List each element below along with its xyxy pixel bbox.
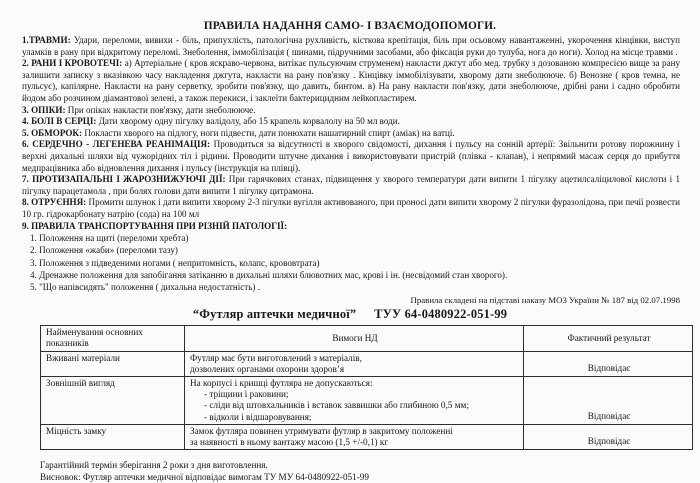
column-header-result: Фактичний результат — [524, 326, 693, 351]
list-item: 4. Дренажне положення для запобігання затіканню в дихальні шляхи блювотних мас, крові і ін. (несвідомий стан хворого). — [30, 269, 508, 280]
section-text: Удари, переломи, вивихи - біль, припухлість, патологічна рухливість, кісткова крепітація, біль при осьовому навантаженні, укорочення кінцівки, виступ уламків в рану при відкритому переломі. Знеболення, іммобілізація ( шинами, підручними засобами, або фіксація руки до тулуба, нога до ноги). Холод на місце травми . — [22, 35, 680, 57]
product-heading — [8, 307, 692, 322]
section-burns — [8, 105, 692, 117]
table-row — [41, 376, 693, 424]
spec-table-body — [41, 351, 693, 450]
column-header-name — [41, 326, 185, 351]
section-text: а) Артеріальне ( кров яскраво-червона, витікає пульсуючим струменем) накласти джгут або мед. трубку з дозованою компресією вище за рану залишити записку з вказівкою часу накладення джгута, накласти на рану пов'язку . Кінцівку іммобілізувати, хворому дати знеболююче. б) Венозне ( кров темна, не пульсує), капілярне. Накласти на рану серветку, зробити пов'язку, що давить, бинтом. в) На рану накласти пов'язку, дати знеболююче, дрібні рани і садно обробити йодом або розчином діамантової зелені, а також перекиси, і заклеїти бактерицидним лейкопластирем. — [22, 58, 680, 103]
table-header-row — [41, 326, 693, 351]
spec-table-head — [41, 326, 693, 351]
product-tu-code: ТУУ 64-0480922-051-99 — [374, 307, 508, 322]
section-lead: 8. ОТРУЄННЯ: — [22, 197, 87, 208]
column-header-requirements: Вимоги НД — [185, 326, 524, 351]
requirement-line: На корпусі і кришці футляра не допускаються: — [190, 377, 373, 388]
requirement-line: Футляр має бути виготовлений з матеріалів, — [190, 352, 362, 363]
product-name: “Футляр аптечки медичної” — [192, 307, 357, 322]
section-lead: 4. БОЛІ В СЕРЦІ: — [22, 116, 97, 127]
requirement-line: за наявності в ньому вантажу масою (1,5 +/-0,1) кг — [190, 436, 389, 447]
cell-actual-result: Відповідає — [524, 424, 693, 449]
table-row — [41, 351, 693, 376]
cell-requirements — [185, 424, 524, 449]
section-lead: 6. СЕРДЕЧНО - ЛЕГЕНЕВА РЕАНІМАЦІЯ: — [22, 139, 211, 150]
column-header-name-line1: Найменування основних — [46, 327, 143, 338]
section-poisoning — [8, 197, 692, 220]
order-reference-note: Правила складені на підставі наказу МОЗ України № 187 від 02.07.1998 — [410, 295, 680, 306]
requirement-line: Замок футляра повинен утримувати футляр в закритому положенні — [190, 425, 453, 436]
requirement-line: - відколи і відшаровування; — [204, 411, 312, 422]
cell-requirements — [185, 351, 524, 376]
list-item: 3. Положення з підведеними ногами ( непритомність, колапс, крововтрата) — [30, 257, 320, 268]
section-text: При опіках накласти пов'язку, дати знеболююче. — [65, 104, 256, 115]
cell-indicator-name: Зовнішній вигляд — [41, 376, 185, 424]
section-lead: 3. ОПІКИ: — [22, 104, 66, 115]
list-item: 5. "Що напівсидять" положення ( дихальна недостатність) . — [30, 281, 260, 292]
section-lead: 7. ПРОТИЗАПАЛЬНІ І ЖАРОЗНИЖУЮЧІ ДІЇ: — [22, 174, 226, 185]
cell-indicator-name: Вживані матеріали — [41, 351, 185, 376]
requirement-line: дозволених органами охорони здоров’я — [190, 363, 345, 374]
cell-indicator-name: Міцність замку — [41, 424, 185, 449]
section-text: При гарячкових станах, підвищення у хворого температури дати випити 1 пігулку ацетилсаліцилової кислоти і 1 пігулку парацетамола , при болях голови дати випити 1 пігулку цитрамона. — [22, 174, 680, 196]
table-row — [41, 424, 693, 449]
section-fainting — [8, 128, 692, 140]
requirement-line: - сліди від штовхальників і вставок заввишки або глибиною 0,5 мм; — [204, 400, 469, 411]
warranty-text: Гарантійний термін зберігання 2 роки з дня виготовлення. — [40, 460, 268, 471]
requirement-lines — [190, 378, 520, 423]
section-transport-heading — [8, 221, 692, 233]
section-heart-pain — [8, 116, 692, 128]
column-header-name-line2: показників — [46, 338, 89, 349]
transport-item-list — [8, 232, 692, 293]
section-cpr — [8, 139, 692, 174]
cell-requirements — [185, 376, 524, 424]
footer — [8, 450, 692, 483]
transport-heading: 9. ПРАВИЛА ТРАНСПОРТУВАННЯ ПРИ РІЗНІЙ ПАТОЛОГІЇ: — [22, 220, 288, 231]
list-item: 1. Положення на щиті (переломи хребта) — [30, 233, 189, 244]
conclusion-text: Висновок: Футляр аптечки медичної відповідає вимогам ТУ МУ 64-0480922-051-99 — [40, 471, 369, 482]
spec-table-container — [8, 325, 692, 450]
requirement-line: - тріщини і раковини; — [204, 389, 289, 400]
section-lead: 1.ТРАВМИ: — [22, 35, 71, 45]
section-antipyretic — [8, 174, 692, 197]
spec-table — [40, 325, 693, 450]
page-title: ПРАВИЛА НАДАННЯ САМО- І ВЗАЄМОДОПОМОГИ. — [203, 20, 497, 32]
section-wounds-bleeding — [8, 58, 692, 104]
section-text: Дати хворому одну пігулку валідолу, або 15 крапель корвалолу на 50 мл води. — [96, 116, 400, 127]
section-lead: 5. ОБМОРОК: — [22, 127, 83, 138]
requirement-lines — [190, 426, 520, 448]
section-lead: 2. РАНИ І КРОВОТЕЧІ: — [22, 58, 123, 69]
cell-actual-result: Відповідає — [524, 351, 693, 376]
list-item: 2. Положення «жаби» (переломи тазу) — [30, 245, 178, 256]
section-text: Проводиться за відсутності в хворого свідомості, дихання і пульсу на сонній артерії: Звільнити ротову порожнину і верхні дихальні шляхи від чужорідних тіл і рідини. Проводити штучне дихання і використовувати пристрій (плівка - клапан), і непрямий масаж серця до прибуття медпрацівника або відновлення дихання і пульсу (інструкція на плівці). — [22, 139, 680, 173]
cell-actual-result: Відповідає — [524, 376, 693, 424]
section-text: Покласти хворого на підлогу, ноги підвести, дати понюхати нашатирний спирт (аміак) на ватці. — [82, 127, 455, 138]
section-traumas — [8, 35, 692, 58]
section-text: Промити шлунок і дати випити хворому 2-3 пігулки вугілля активованого, при проносі дати випити хворому 2 пігулки фуразолідона, при печії розвести 10 гр. гідрокарбонату натрію (сода) на 100 мл — [22, 197, 680, 219]
requirement-lines — [190, 353, 520, 375]
